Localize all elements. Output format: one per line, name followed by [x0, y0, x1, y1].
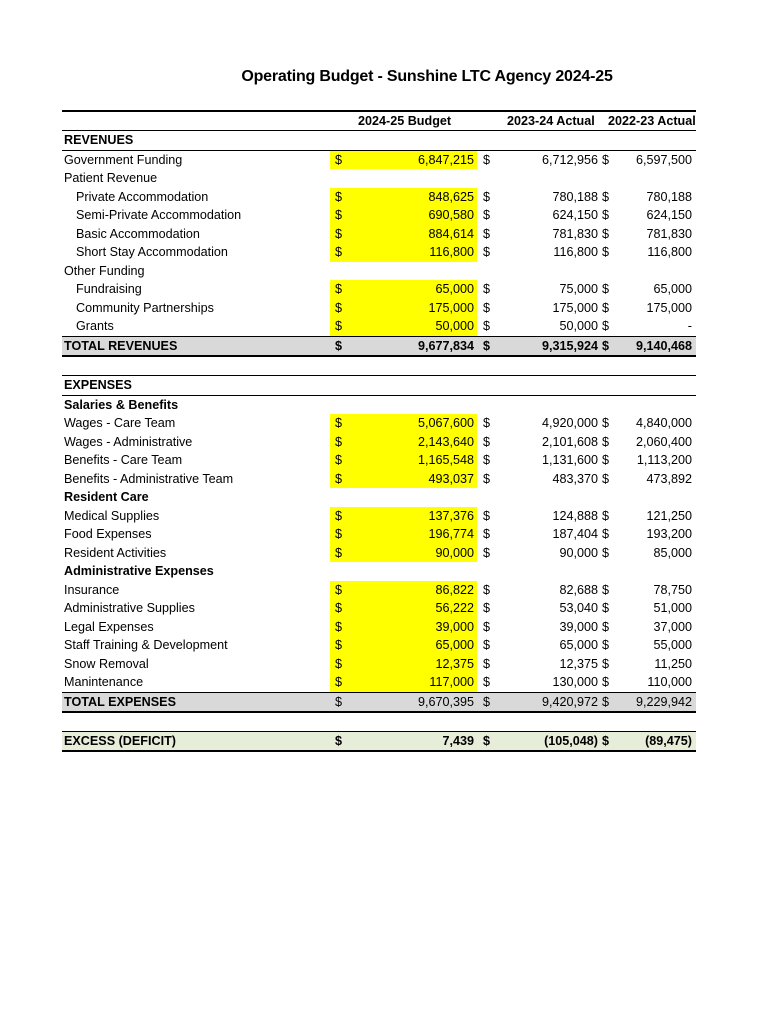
currency-symbol: $ [483, 189, 491, 204]
table-row [62, 225, 696, 244]
subsection-heading-label: Other Funding [64, 263, 145, 278]
currency-symbol: $ [602, 245, 610, 259]
actual-2022-23-value: 55,000 [653, 638, 692, 652]
currency-symbol: $ [483, 434, 491, 449]
actual-2022-23-value: 6,597,500 [635, 152, 692, 167]
column-header-actual-2022-23: 2022-23 Actual [608, 114, 696, 128]
row-label: Private Accommodation [76, 189, 209, 204]
excess-deficit-row [62, 731, 696, 752]
currency-symbol: $ [335, 208, 343, 222]
row-label: Legal Expenses [64, 619, 154, 634]
currency-symbol: $ [602, 319, 610, 333]
actual-2023-24-value: 624,150 [552, 208, 598, 222]
table-row [62, 673, 696, 692]
subsection-heading-salaries [62, 396, 696, 415]
row-label: Medical Supplies [64, 508, 160, 523]
actual-2023-24-value: 483,370 [552, 471, 598, 486]
actual-2023-24-value: 9,315,924 [541, 338, 598, 353]
currency-symbol: $ [602, 734, 610, 748]
row-label: Basic Accommodation [76, 226, 200, 241]
actual-2023-24-value: 90,000 [559, 545, 598, 560]
currency-symbol: $ [602, 416, 610, 430]
currency-symbol: $ [335, 434, 343, 449]
currency-symbol: $ [483, 226, 491, 241]
budget-value: 65,000 [435, 638, 474, 652]
actual-2022-23-value: 116,800 [647, 245, 692, 259]
currency-symbol: $ [335, 282, 343, 296]
currency-symbol: $ [602, 453, 610, 467]
actual-2022-23-value: 65,000 [653, 282, 692, 296]
budget-value: 5,067,600 [417, 416, 474, 430]
table-row [62, 206, 696, 225]
actual-2023-24-value: 12,375 [559, 656, 598, 671]
budget-value: 90,000 [435, 545, 474, 560]
budget-value: 56,222 [435, 601, 474, 615]
actual-2022-23-value: 780,188 [646, 189, 692, 204]
budget-value: 7,439 [442, 734, 474, 748]
total-expenses-row [62, 692, 696, 713]
currency-symbol: $ [335, 338, 343, 353]
budget-value: 12,375 [435, 656, 474, 671]
row-label: Fundraising [76, 282, 142, 296]
table-row [62, 433, 696, 452]
row-label: Manintenance [64, 675, 144, 689]
budget-value: 884,614 [428, 226, 474, 241]
currency-symbol: $ [602, 300, 610, 315]
currency-symbol: $ [602, 434, 610, 449]
actual-2023-24-value: 4,920,000 [541, 416, 598, 430]
currency-symbol: $ [335, 527, 343, 541]
currency-symbol: $ [335, 245, 343, 259]
row-label: Staff Training & Development [64, 638, 228, 652]
actual-2023-24-value: 65,000 [559, 638, 598, 652]
actual-2023-24-value: 50,000 [559, 319, 598, 333]
currency-symbol: $ [335, 453, 343, 467]
currency-symbol: $ [335, 619, 343, 634]
actual-2023-24-value: 9,420,972 [541, 694, 598, 709]
currency-symbol: $ [483, 694, 491, 709]
currency-symbol: $ [335, 545, 343, 560]
page-title: Operating Budget - Sunshine LTC Agency 2024-25 [241, 68, 613, 85]
row-label: Benefits - Care Team [64, 453, 183, 467]
currency-symbol: $ [602, 545, 610, 560]
table-row [62, 618, 696, 637]
actual-2023-24-value: 75,000 [559, 282, 598, 296]
budget-value: 50,000 [435, 319, 474, 333]
currency-symbol: $ [335, 638, 343, 652]
currency-symbol: $ [483, 338, 491, 353]
currency-symbol: $ [602, 638, 610, 652]
actual-2022-23-value: 624,150 [646, 208, 692, 222]
currency-symbol: $ [602, 508, 610, 523]
actual-2023-24-value: 781,830 [552, 226, 598, 241]
table-row [62, 655, 696, 674]
row-label: EXCESS (DEFICIT) [64, 734, 176, 748]
currency-symbol: $ [602, 338, 610, 353]
actual-2022-23-value: 4,840,000 [635, 416, 692, 430]
currency-symbol: $ [483, 453, 491, 467]
budget-value: 690,580 [428, 208, 474, 222]
currency-symbol: $ [335, 189, 343, 204]
actual-2023-24-value: 780,188 [552, 189, 598, 204]
currency-symbol: $ [335, 508, 343, 523]
budget-value: 175,000 [428, 300, 474, 315]
currency-symbol: $ [602, 601, 610, 615]
actual-2023-24-value: 82,688 [559, 582, 598, 597]
budget-value: 1,165,548 [417, 453, 474, 467]
table-row [62, 317, 696, 336]
currency-symbol: $ [602, 619, 610, 634]
spacer [62, 713, 696, 732]
actual-2023-24-value: 53,040 [559, 601, 598, 615]
actual-2022-23-value: 37,000 [653, 619, 692, 634]
budget-value: 137,376 [428, 508, 474, 523]
table-row [62, 599, 696, 618]
column-header-row [62, 110, 696, 131]
currency-symbol: $ [602, 527, 610, 541]
currency-symbol: $ [602, 582, 610, 597]
currency-symbol: $ [483, 675, 491, 689]
budget-value: 2,143,640 [417, 434, 474, 449]
row-label: Semi-Private Accommodation [76, 208, 242, 222]
currency-symbol: $ [335, 675, 343, 689]
budget-value: 848,625 [428, 189, 474, 204]
table-row [62, 470, 696, 489]
currency-symbol: $ [483, 582, 491, 597]
row-label: Food Expenses [64, 527, 152, 541]
currency-symbol: $ [335, 656, 343, 671]
currency-symbol: $ [483, 527, 491, 541]
table-row [62, 188, 696, 207]
currency-symbol: $ [335, 226, 343, 241]
subsection-heading-label: Salaries & Benefits [64, 397, 179, 412]
actual-2022-23-value: 11,250 [654, 656, 692, 671]
section-heading-revenues [62, 131, 696, 151]
row-label: Government Funding [64, 152, 183, 167]
actual-2023-24-value: 116,800 [553, 245, 598, 259]
currency-symbol: $ [602, 226, 610, 241]
table-row [62, 581, 696, 600]
actual-2023-24-value: (105,048) [544, 734, 598, 748]
table-row [62, 544, 696, 563]
subsection-heading-label: Resident Care [64, 490, 149, 504]
currency-symbol: $ [335, 734, 343, 748]
currency-symbol: $ [335, 319, 343, 333]
actual-2022-23-value: 473,892 [646, 471, 692, 486]
currency-symbol: $ [335, 471, 343, 486]
budget-value: 9,670,395 [417, 694, 474, 709]
currency-symbol: $ [483, 734, 491, 748]
currency-symbol: $ [483, 319, 491, 333]
actual-2022-23-value: 781,830 [646, 226, 692, 241]
actual-2022-23-value: 121,250 [646, 508, 692, 523]
budget-value: 493,037 [428, 471, 474, 486]
currency-symbol: $ [602, 694, 610, 709]
currency-symbol: $ [602, 152, 610, 167]
currency-symbol: $ [483, 282, 491, 296]
budget-value: 9,677,834 [417, 338, 474, 353]
row-label: Wages - Care Team [64, 416, 176, 430]
actual-2022-23-value: 2,060,400 [635, 434, 692, 449]
table-row [62, 636, 696, 655]
currency-symbol: $ [602, 208, 610, 222]
table-row [62, 151, 696, 170]
actual-2022-23-value: - [687, 319, 692, 333]
budget-table [62, 110, 696, 752]
table-row [62, 280, 696, 299]
column-header-actual-2023-24: 2023-24 Actual [507, 114, 595, 128]
subsection-heading-resident-care [62, 488, 696, 507]
row-label: Grants [76, 319, 114, 333]
actual-2023-24-value: 2,101,608 [541, 434, 598, 449]
currency-symbol: $ [335, 300, 343, 315]
currency-symbol: $ [602, 471, 610, 486]
actual-2022-23-value: 193,200 [646, 527, 692, 541]
subsection-heading-administrative [62, 562, 696, 581]
currency-symbol: $ [483, 245, 491, 259]
spacer [62, 357, 696, 376]
actual-2022-23-value: 175,000 [646, 300, 692, 315]
currency-symbol: $ [602, 675, 610, 689]
section-heading-label: EXPENSES [64, 378, 132, 392]
actual-2022-23-value: 51,000 [653, 601, 692, 615]
row-label: Community Partnerships [76, 300, 214, 315]
actual-2023-24-value: 130,000 [552, 675, 598, 689]
subsection-heading-label: Patient Revenue [64, 171, 158, 185]
currency-symbol: $ [483, 300, 491, 315]
table-row [62, 414, 696, 433]
actual-2022-23-value: (89,475) [645, 734, 692, 748]
actual-2023-24-value: 6,712,956 [541, 152, 598, 167]
budget-value: 39,000 [435, 619, 474, 634]
table-row [62, 507, 696, 526]
row-label: Insurance [64, 582, 120, 597]
actual-2023-24-value: 187,404 [552, 527, 598, 541]
actual-2022-23-value: 110,000 [647, 675, 692, 689]
column-header-budget: 2024-25 Budget [358, 114, 452, 128]
budget-value: 116,800 [429, 245, 474, 259]
currency-symbol: $ [483, 416, 491, 430]
actual-2023-24-value: 1,131,600 [541, 453, 598, 467]
budget-value: 117,000 [429, 675, 474, 689]
total-revenues-row [62, 336, 696, 357]
table-row [62, 525, 696, 544]
section-heading-label: REVENUES [64, 133, 134, 147]
currency-symbol: $ [335, 416, 343, 430]
row-label: Short Stay Accommodation [76, 245, 228, 259]
table-row [62, 299, 696, 318]
budget-value: 6,847,215 [417, 152, 474, 167]
currency-symbol: $ [602, 282, 610, 296]
currency-symbol: $ [335, 152, 343, 167]
currency-symbol: $ [483, 638, 491, 652]
currency-symbol: $ [483, 656, 491, 671]
subsection-heading-other-funding [62, 262, 696, 281]
currency-symbol: $ [602, 656, 610, 671]
row-label: TOTAL REVENUES [64, 338, 178, 353]
currency-symbol: $ [483, 619, 491, 634]
currency-symbol: $ [335, 601, 343, 615]
row-label: Benefits - Administrative Team [64, 471, 234, 486]
actual-2022-23-value: 78,750 [653, 582, 692, 597]
subsection-heading-patient-revenue [62, 169, 696, 188]
currency-symbol: $ [483, 152, 491, 167]
table-row [62, 243, 696, 262]
table-row [62, 451, 696, 470]
actual-2023-24-value: 124,888 [552, 508, 598, 523]
currency-symbol: $ [335, 694, 343, 709]
budget-value: 86,822 [435, 582, 474, 597]
currency-symbol: $ [483, 471, 491, 486]
budget-value: 196,774 [428, 527, 474, 541]
actual-2022-23-value: 9,140,468 [635, 338, 692, 353]
currency-symbol: $ [483, 208, 491, 222]
actual-2022-23-value: 85,000 [653, 545, 692, 560]
row-label: Snow Removal [64, 656, 149, 671]
actual-2022-23-value: 1,113,200 [636, 453, 692, 467]
actual-2023-24-value: 39,000 [559, 619, 598, 634]
budget-value: 65,000 [435, 282, 474, 296]
subsection-heading-label: Administrative Expenses [64, 564, 214, 578]
actual-2023-24-value: 175,000 [552, 300, 598, 315]
currency-symbol: $ [483, 508, 491, 523]
row-label: TOTAL EXPENSES [64, 694, 176, 709]
currency-symbol: $ [335, 582, 343, 597]
row-label: Resident Activities [64, 545, 167, 560]
currency-symbol: $ [483, 545, 491, 560]
currency-symbol: $ [483, 601, 491, 615]
section-heading-expenses [62, 375, 696, 396]
currency-symbol: $ [602, 189, 610, 204]
actual-2022-23-value: 9,229,942 [635, 694, 692, 709]
row-label: Wages - Administrative [64, 434, 193, 449]
row-label: Administrative Supplies [64, 601, 195, 615]
